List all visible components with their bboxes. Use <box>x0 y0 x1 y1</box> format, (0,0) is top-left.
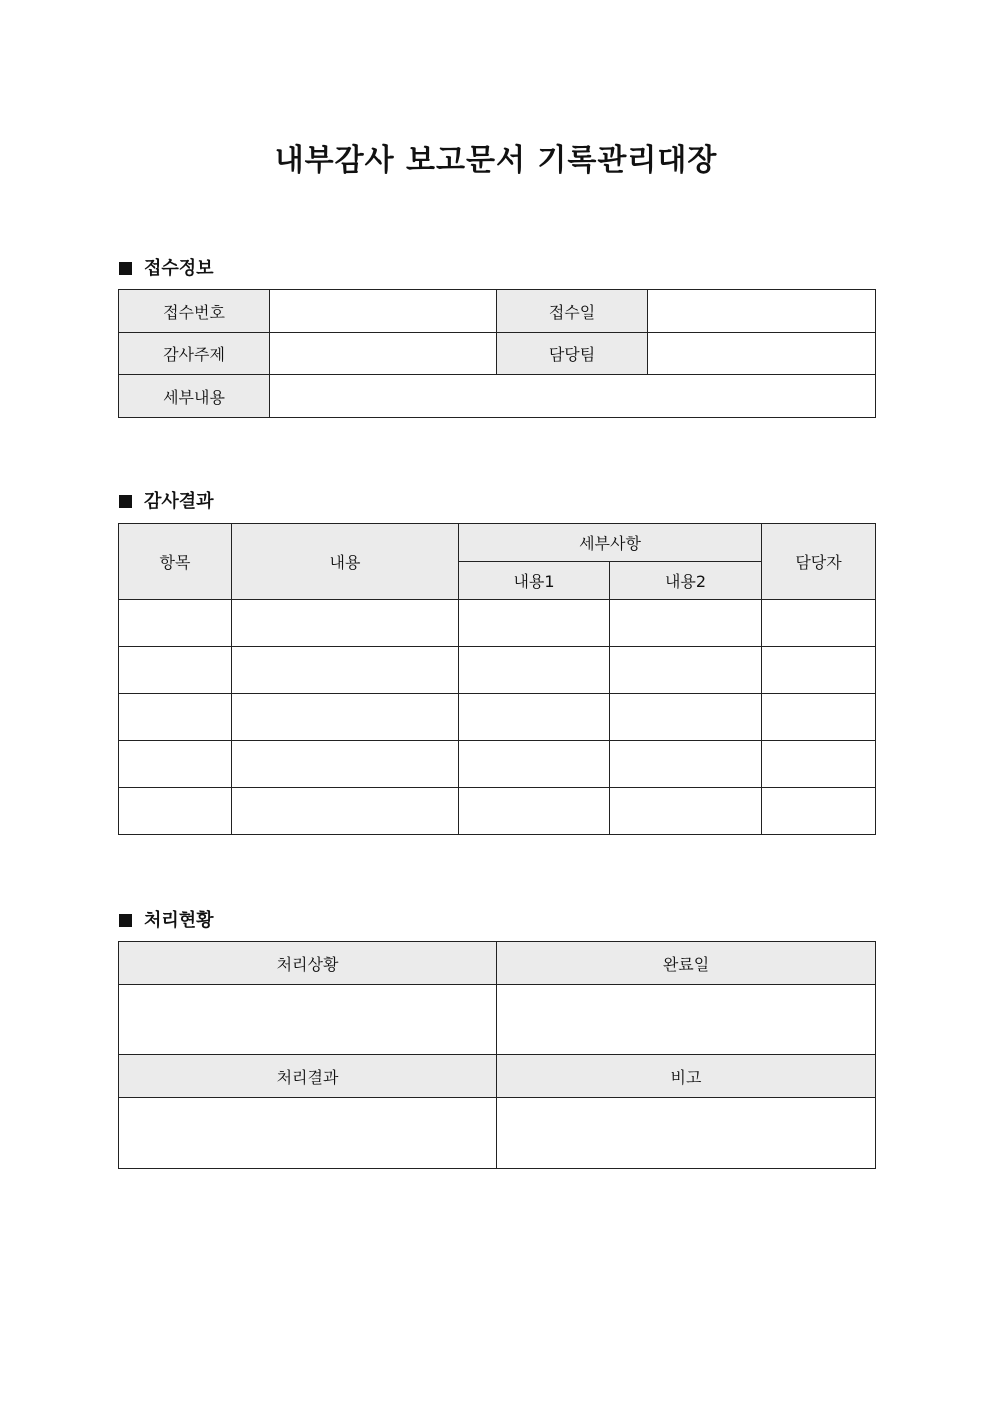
result-label: 처리결과 <box>119 1055 497 1098</box>
completion-date-value[interactable] <box>497 985 876 1055</box>
remarks-label: 비고 <box>497 1055 876 1098</box>
cell-content[interactable] <box>232 600 459 647</box>
cell-manager[interactable] <box>762 600 876 647</box>
cell-manager[interactable] <box>762 788 876 835</box>
result-value[interactable] <box>119 1098 497 1169</box>
cell-content[interactable] <box>232 694 459 741</box>
cell-item[interactable] <box>119 647 232 694</box>
cell-content1[interactable] <box>459 694 610 741</box>
section-audit-label: 감사결과 <box>144 491 214 512</box>
square-bullet-icon <box>119 914 132 927</box>
cell-manager[interactable] <box>762 741 876 788</box>
cell-content2[interactable] <box>610 600 762 647</box>
audit-subject-label: 감사주제 <box>119 333 270 375</box>
header-item: 항목 <box>119 524 232 600</box>
square-bullet-icon <box>119 262 132 275</box>
cell-item[interactable] <box>119 600 232 647</box>
receipt-table <box>118 289 876 418</box>
completion-date-label: 완료일 <box>497 942 876 985</box>
cell-content[interactable] <box>232 647 459 694</box>
remarks-value[interactable] <box>497 1098 876 1169</box>
cell-content2[interactable] <box>610 647 762 694</box>
cell-manager[interactable] <box>762 647 876 694</box>
page-title: 내부감사 보고문서 기록관리대장 <box>274 143 718 178</box>
receipt-no-value[interactable] <box>270 290 497 333</box>
square-bullet-icon <box>119 495 132 508</box>
details-label: 세부내용 <box>119 375 270 418</box>
team-label: 담당팀 <box>497 333 648 375</box>
table-row <box>119 741 876 788</box>
audit-subject-value[interactable] <box>270 333 497 375</box>
header-content: 내용 <box>232 524 459 600</box>
section-processing-heading <box>119 906 214 932</box>
team-value[interactable] <box>648 333 876 375</box>
receipt-date-label: 접수일 <box>497 290 648 333</box>
header-content2: 내용2 <box>610 562 762 600</box>
cell-item[interactable] <box>119 694 232 741</box>
cell-item[interactable] <box>119 741 232 788</box>
header-detail: 세부사항 <box>459 524 762 562</box>
receipt-date-value[interactable] <box>648 290 876 333</box>
cell-content1[interactable] <box>459 741 610 788</box>
cell-content[interactable] <box>232 741 459 788</box>
cell-content2[interactable] <box>610 694 762 741</box>
cell-content2[interactable] <box>610 741 762 788</box>
table-row <box>119 600 876 647</box>
header-content1: 내용1 <box>459 562 610 600</box>
cell-content1[interactable] <box>459 600 610 647</box>
audit-table <box>118 523 876 835</box>
section-processing-label: 처리현황 <box>144 910 214 931</box>
section-receipt-label: 접수정보 <box>144 258 214 279</box>
details-value[interactable] <box>270 375 876 418</box>
cell-content1[interactable] <box>459 788 610 835</box>
table-row <box>119 647 876 694</box>
table-row <box>119 788 876 835</box>
cell-item[interactable] <box>119 788 232 835</box>
section-receipt-heading <box>119 254 214 280</box>
header-manager: 담당자 <box>762 524 876 600</box>
section-audit-heading <box>119 487 214 513</box>
cell-manager[interactable] <box>762 694 876 741</box>
cell-content2[interactable] <box>610 788 762 835</box>
status-value[interactable] <box>119 985 497 1055</box>
receipt-no-label: 접수번호 <box>119 290 270 333</box>
cell-content1[interactable] <box>459 647 610 694</box>
status-label: 처리상황 <box>119 942 497 985</box>
processing-table <box>118 941 876 1169</box>
table-row <box>119 694 876 741</box>
cell-content[interactable] <box>232 788 459 835</box>
